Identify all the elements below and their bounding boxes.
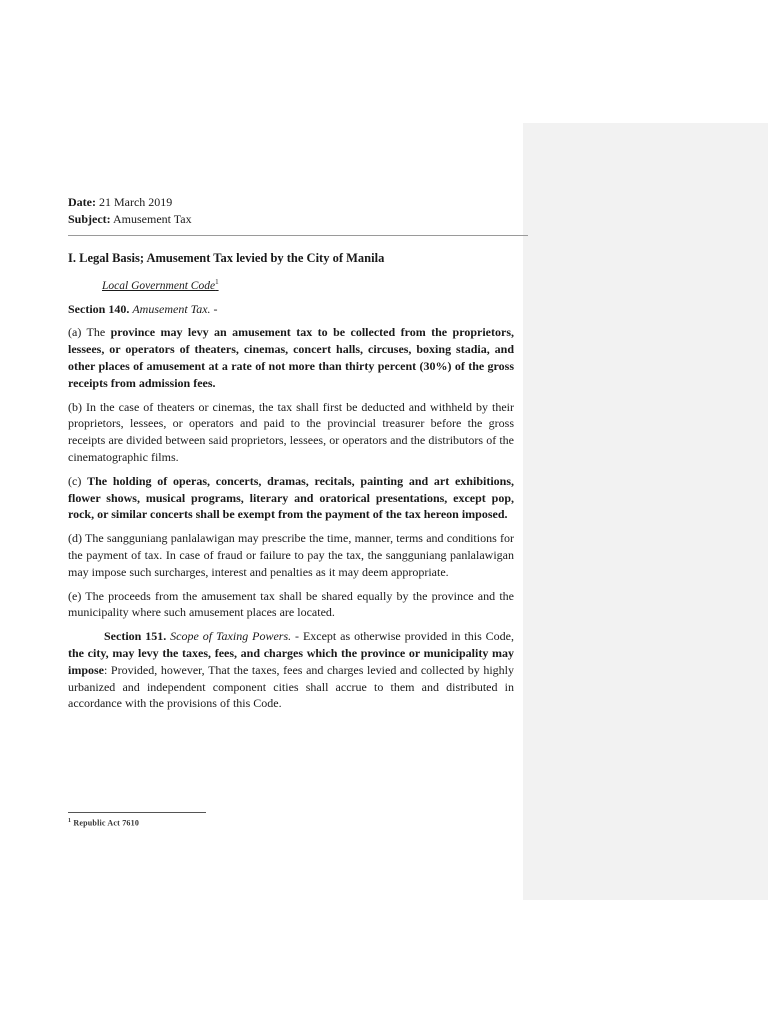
paragraph-e: (e) The proceeds from the amusement tax shall be shared equally by the province and the municipality where such amusement places are located. — [68, 588, 514, 620]
paragraph-a-bold: province may levy an amusement tax to be collected from the proprietors, lessees, or operators of theaters, cinemas, concert halls, circuses, boxing stadia, and other places of amusement at a rate of not more than thirty percent (30%) of the gross receipts from admission fees. — [68, 325, 514, 390]
document-body — [68, 250, 514, 719]
footnote-divider — [68, 812, 206, 813]
section-151-text-1: - Except as otherwise provided in this Code, — [291, 629, 515, 644]
section-140-label: Section 140. — [68, 301, 130, 316]
date-line — [68, 194, 514, 211]
section-140-heading — [68, 301, 514, 318]
section-151-bold: the city, may levy the taxes, fees, and charges which the province or municipality may impose — [68, 645, 514, 677]
source-title-text: Local Government Code — [102, 279, 216, 292]
footnote-text: Republic Act 7610 — [71, 818, 140, 828]
section-151-title: Scope of Taxing Powers. — [170, 629, 292, 644]
subject-value: Amusement Tax — [113, 212, 192, 226]
subject-line — [68, 211, 514, 228]
paragraph-d: (d) The sangguniang panlalawigan may prescribe the time, manner, terms and conditions for the payment of tax. In case of fraud or failure to pay the tax, the sangguniang panlalawigan may impose such surcharges, interest and penalties as it may deem appropriate. — [68, 531, 514, 579]
paragraph-c-lead: (c) — [68, 473, 88, 488]
comment-pane — [523, 123, 768, 900]
footnote-ref[interactable]: 1 — [215, 278, 219, 286]
header-divider — [68, 235, 528, 236]
section-151-label: Section 151. — [104, 629, 167, 644]
section-151-paragraph — [68, 628, 514, 712]
paragraph-a — [68, 324, 514, 391]
paragraph-c — [68, 473, 514, 523]
section-140-title: Amusement Tax. - — [132, 301, 218, 316]
date-value: 21 March 2019 — [98, 195, 173, 209]
subject-label: Subject: — [68, 212, 111, 226]
paragraph-c-bold: The holding of operas, concerts, dramas, recitals, painting and art exhibitions, flower shows, musical programs, literary and oratorical presentations, except pop, rock, or similar concerts shall be exempt from the payment of the tax hereon imposed. — [68, 473, 514, 522]
footnote — [68, 818, 139, 828]
paragraph-b: (b) In the case of theaters or cinemas, the tax shall first be deducted and withheld by their proprietors, lessees, or operators and paid to the provincial treasurer before the gross receipts are divided between said proprietors, lessees, or operators and the distributors of the cinematographic films. — [68, 399, 514, 464]
section-151-text-2: : Provided, however, That the taxes, fees and charges levied and collected by highly urbanized and independent component cities shall accrue to them and distributed in accordance with the provisions of this Code. — [68, 662, 514, 711]
section-heading: I. Legal Basis; Amusement Tax levied by the City of Manila — [68, 251, 385, 265]
source-title — [102, 274, 514, 295]
document-header — [68, 194, 514, 228]
paragraph-a-lead: (a) The — [68, 325, 111, 340]
footnote-number: 1 — [68, 818, 72, 824]
date-label: Date: — [68, 195, 96, 209]
